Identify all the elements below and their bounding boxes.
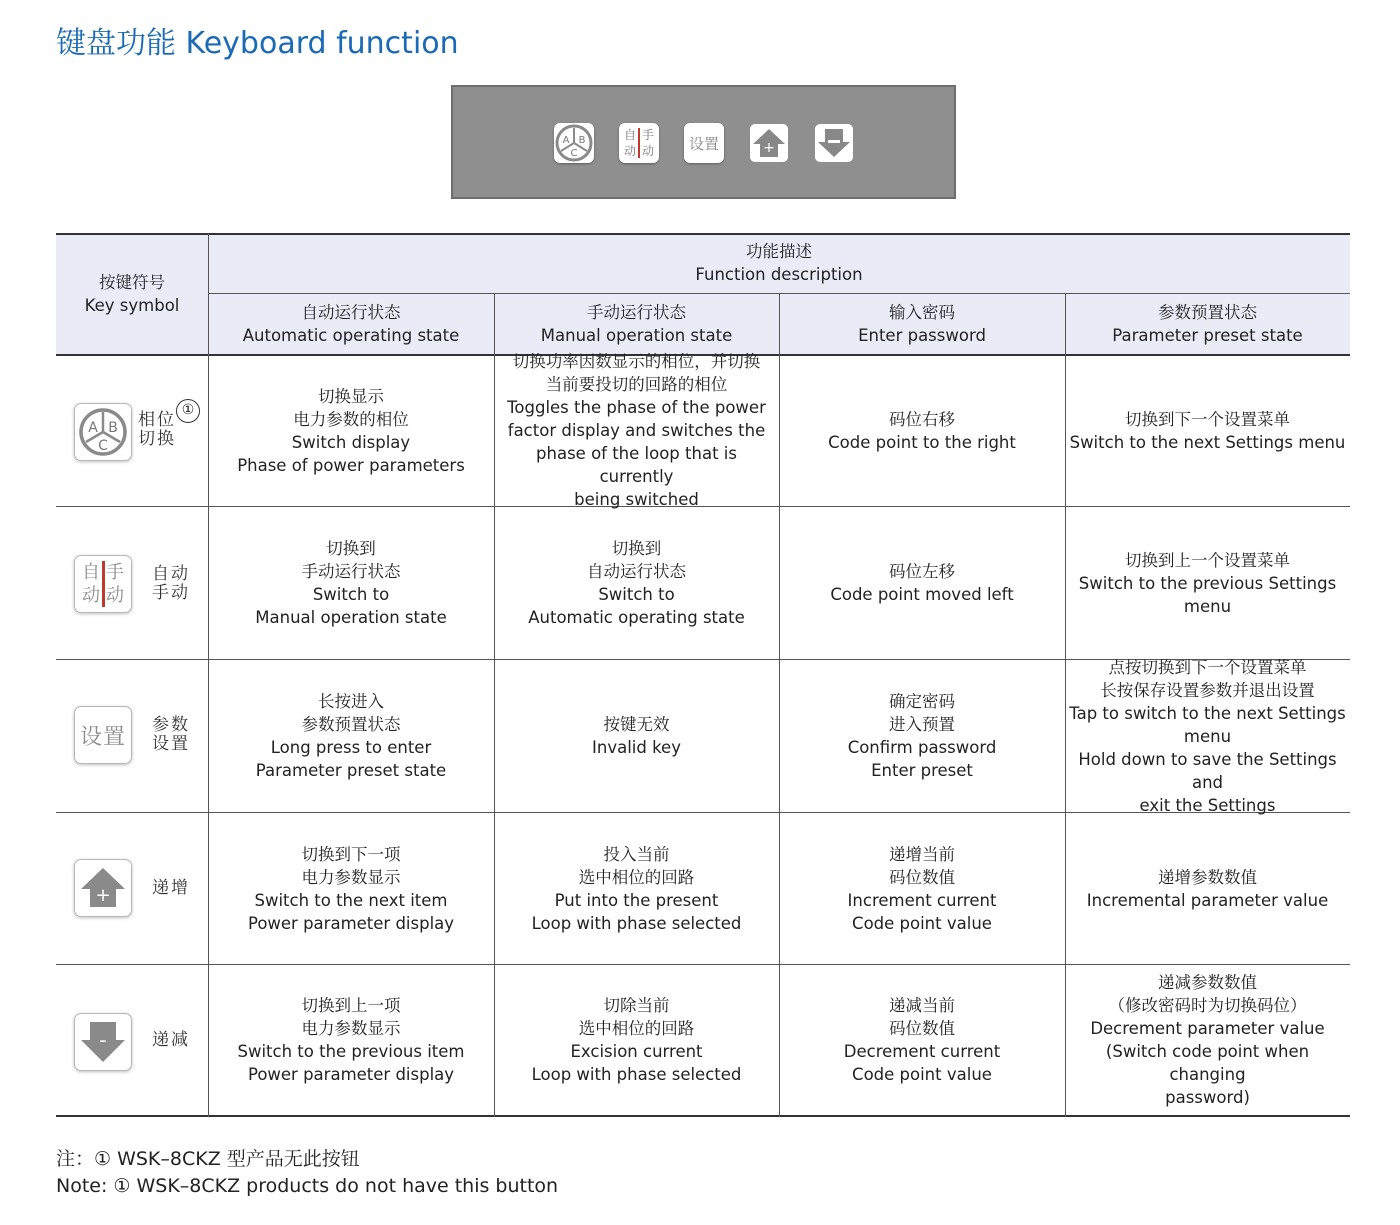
increment-key [74, 859, 132, 917]
cell-line: Switch to the previous item [237, 1042, 465, 1061]
table-cell [208, 355, 494, 506]
key-label: 相位切换 [138, 410, 176, 449]
header-text-cn: 功能描述 [746, 242, 812, 261]
footnote-cn: 注：① WSK–8CKZ 型产品无此按钮 [56, 1148, 360, 1170]
keypad-panel [451, 85, 956, 199]
table-cell [1065, 355, 1350, 506]
cell-line: Tap to switch to the next Settings [1069, 703, 1346, 723]
cell-line: menu [1183, 726, 1232, 746]
header-text-en: Parameter preset state [1112, 325, 1303, 345]
increment-icon [749, 123, 789, 163]
cell-line: Phase of power parameters [237, 455, 465, 475]
icon-glyph: + [95, 885, 111, 906]
cell-line: password) [1165, 1088, 1250, 1107]
cell-line: 切换到下一项 [301, 844, 401, 864]
cell-line: 选中相位的回路 [578, 867, 695, 887]
keypad-settings-button[interactable] [684, 123, 724, 163]
icon-char: 手 [106, 562, 124, 583]
cell-line: Decrement current [843, 1042, 1001, 1061]
cell-line: 递减当前 [889, 996, 955, 1015]
cell-line: 码位数值 [889, 1019, 955, 1038]
cell-line: Automatic operating state [528, 608, 745, 627]
cell-line: factor display and switches the [507, 421, 766, 440]
cell-line: Code point value [852, 1065, 992, 1084]
header-text-en: Key symbol [84, 295, 180, 315]
page-title: 键盘功能 Keyboard function [56, 26, 459, 61]
icon-char: 动 [641, 144, 654, 158]
key-label: 递减 [152, 1030, 190, 1050]
settings-key-label: 设置 [688, 134, 719, 153]
header-state-password [779, 293, 1065, 354]
table-row-key-phase-switch [56, 355, 208, 506]
header-state-manual [494, 293, 779, 354]
cell-line: 递增当前 [889, 844, 955, 864]
key-label: 自动手动 [152, 564, 190, 603]
divider [638, 128, 640, 158]
svg-text:C: C [570, 148, 578, 159]
cell-line: 码位左移 [889, 562, 955, 581]
cell-line: Enter preset [871, 761, 973, 780]
cell-line: 切换到 [611, 539, 662, 558]
cell-line: 电力参数显示 [301, 1019, 401, 1038]
table-row-key-increment [56, 813, 208, 964]
cell-line: 参数预置状态 [301, 715, 401, 734]
table-cell [494, 507, 779, 659]
header-text-cn: 输入密码 [889, 302, 955, 322]
cell-line: Switch to the next item [254, 890, 448, 910]
table-cell [208, 813, 494, 964]
cell-line: （修改密码时为切换码位） [1108, 996, 1307, 1015]
cell-line: 选中相位的回路 [578, 1019, 695, 1038]
cell-line: 长按保存设置参数并退出设置 [1100, 680, 1315, 700]
cell-line: 递增参数数值 [1158, 867, 1257, 887]
cell-line: Incremental parameter value [1086, 890, 1329, 910]
phase-switch-icon [77, 406, 129, 458]
header-function-description [208, 233, 1350, 293]
keypad-increment-button[interactable] [749, 123, 789, 163]
decrement-icon [814, 123, 854, 163]
header-text-en: Enter password [858, 325, 986, 345]
table-cell [208, 965, 494, 1115]
cell-line: Switch display [291, 432, 411, 452]
cell-line: Power parameter display [247, 913, 455, 933]
header-text-en: Function description [695, 265, 863, 284]
table-cell [779, 813, 1065, 964]
cell-line: Loop with phase selected [531, 913, 742, 933]
auto-manual-icon [621, 127, 657, 159]
icon-char: 动 [623, 144, 636, 158]
table-cell [779, 965, 1065, 1115]
icon-letter: B [108, 420, 118, 436]
cell-line: Excision current [570, 1042, 703, 1061]
phase-switch-key [74, 403, 132, 461]
footnote-en: Note: ① WSK–8CKZ products do not have this button [56, 1175, 559, 1197]
table-cell [1065, 657, 1350, 815]
decrement-icon [78, 1019, 128, 1065]
settings-icon-text: 设置 [79, 724, 126, 750]
auto-manual-key [74, 555, 132, 613]
cell-line: Toggles the phase of the power [507, 398, 766, 417]
header-text-cn: 按键符号 [99, 272, 165, 292]
table-cell [1065, 507, 1350, 659]
cell-line: menu [1183, 596, 1232, 616]
table-cell [779, 507, 1065, 659]
cell-line: (Switch code point when changing [1105, 1042, 1310, 1084]
decrement-key [74, 1013, 132, 1071]
table-cell [208, 507, 494, 659]
cell-line: Code point to the right [828, 432, 1016, 452]
footnote-marker: ① [176, 399, 200, 423]
cell-line: Code point moved left [830, 585, 1014, 604]
cell-line: being switched [574, 490, 699, 509]
cell-line: Parameter preset state [255, 761, 447, 780]
cell-line: 电力参数显示 [301, 867, 401, 887]
cell-line: 按键无效 [603, 715, 670, 734]
header-key-symbol [56, 233, 208, 354]
cell-line: 切换功率因数显示的相位，并切换 [512, 352, 761, 371]
settings-key [74, 706, 132, 764]
table-row-key-settings [56, 660, 208, 812]
icon-char: 自 [623, 128, 636, 142]
icon-char: 动 [106, 585, 124, 606]
table-cell [494, 352, 779, 509]
header-text-cn: 手动运行状态 [587, 302, 686, 322]
cell-line: 自动运行状态 [587, 562, 686, 581]
table-cell [494, 660, 779, 812]
header-text-en: Automatic operating state [242, 325, 460, 345]
header-state-preset [1065, 293, 1350, 354]
divider [102, 561, 105, 607]
cell-line: 当前要投切的回路的相位 [545, 375, 728, 394]
cell-line: 切换到下一个设置菜单 [1125, 409, 1290, 429]
icon-letter: C [98, 438, 108, 454]
header-text-cn: 参数预置状态 [1158, 302, 1257, 322]
keypad-decrement-button[interactable] [814, 123, 854, 163]
cell-line: 电力参数的相位 [293, 409, 409, 429]
cell-line: Manual operation state [255, 608, 447, 627]
table-line [56, 1115, 1350, 1117]
table-row-key-decrement [56, 965, 208, 1115]
cell-line: 切除当前 [603, 996, 670, 1015]
header-text-cn: 自动运行状态 [301, 302, 401, 322]
cell-line: 切换到 [326, 539, 376, 558]
cell-line: Decrement parameter value [1090, 1019, 1325, 1038]
svg-text:+: + [763, 140, 775, 156]
cell-line: Code point value [852, 913, 992, 933]
cell-line: Hold down to save the Settings and [1078, 749, 1337, 792]
cell-line: 切换显示 [318, 386, 384, 406]
cell-line: 点按切换到下一个设置菜单 [1108, 657, 1307, 677]
icon-char: 动 [82, 585, 100, 606]
svg-text:A: A [562, 135, 570, 146]
cell-line: Switch to [312, 585, 390, 604]
table-row-key-auto-manual [56, 507, 208, 659]
key-label: 递增 [152, 878, 190, 898]
cell-line: Invalid key [592, 738, 681, 757]
table-cell [494, 965, 779, 1115]
svg-text:B: B [578, 135, 586, 146]
keypad-auto-manual-button[interactable] [619, 123, 659, 163]
header-state-auto [208, 293, 494, 354]
icon-char: 自 [82, 562, 100, 583]
cell-line: 手动运行状态 [301, 562, 401, 581]
table-cell [208, 660, 494, 812]
icon-letter: A [88, 420, 98, 436]
table-cell [1065, 965, 1350, 1115]
table-cell [779, 355, 1065, 506]
cell-line: Switch to [598, 585, 675, 604]
header-text-en: Manual operation state [540, 325, 733, 345]
cell-line: Loop with phase selected [531, 1065, 742, 1084]
key-label: 参数设置 [152, 715, 190, 754]
cell-line: exit the Settings [1139, 795, 1276, 815]
phase-switch-icon [554, 123, 594, 163]
cell-line: Switch to the previous Settings [1078, 573, 1337, 593]
cell-line: Power parameter display [247, 1065, 455, 1084]
cell-line: 码位右移 [889, 409, 955, 429]
cell-line: Switch to the next Settings menu [1069, 432, 1346, 452]
cell-line: phase of the loop that is currently [536, 444, 737, 486]
cell-line: Increment current [847, 890, 997, 910]
cell-line: Put into the present [554, 890, 719, 910]
table-cell [779, 660, 1065, 812]
keypad-phase-switch-button[interactable] [554, 123, 594, 163]
cell-line: Confirm password [847, 738, 997, 757]
icon-glyph: - [99, 1028, 107, 1052]
table-cell [1065, 813, 1350, 964]
cell-line: 投入当前 [603, 844, 670, 864]
table-cell [494, 813, 779, 964]
cell-line: 切换到上一项 [301, 996, 401, 1015]
icon-char: 手 [641, 128, 654, 142]
cell-line: 进入预置 [889, 715, 955, 734]
increment-icon [78, 865, 128, 911]
cell-line: 码位数值 [889, 867, 955, 887]
cell-line: 切换到上一个设置菜单 [1125, 550, 1290, 570]
cell-line: 递减参数数值 [1158, 973, 1257, 992]
cell-line: 确定密码 [889, 692, 955, 711]
cell-line: 长按进入 [318, 692, 384, 711]
keyboard-function-table [56, 233, 1350, 1117]
auto-manual-icon [79, 561, 127, 607]
cell-line: Long press to enter [270, 738, 432, 757]
